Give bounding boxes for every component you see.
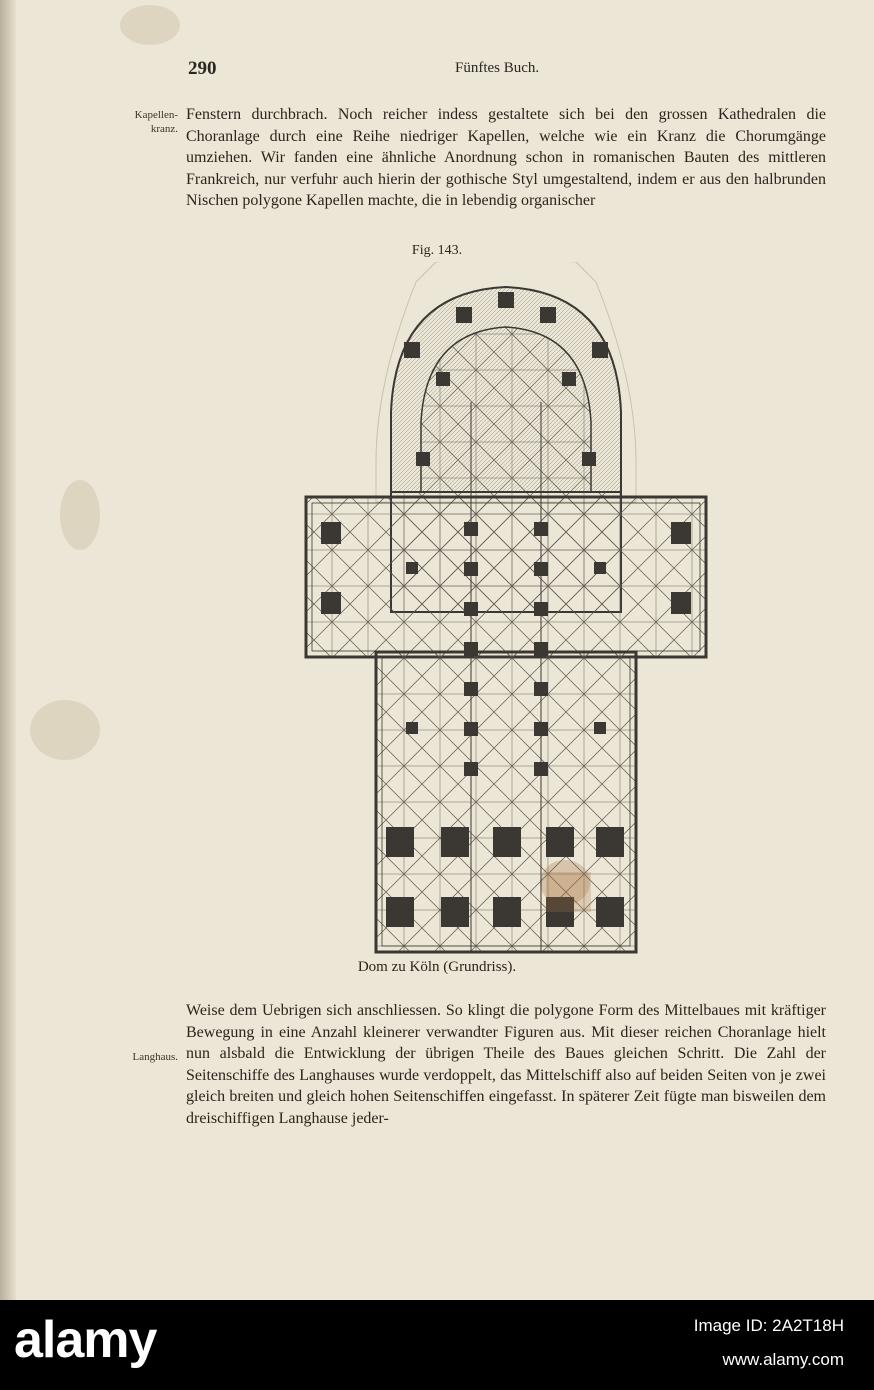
cathedral-floor-plan: [296, 262, 716, 956]
running-title: Fünftes Buch.: [455, 60, 540, 76]
alamy-logo: alamy: [14, 1311, 157, 1369]
margin-note-kapellenkranz: [110, 108, 178, 136]
site-url: www.alamy.com: [722, 1350, 844, 1369]
margin-note-line: kranz.: [150, 123, 178, 135]
figure-caption: Dom zu Köln (Grundriss).: [357, 959, 517, 975]
page-number: 290: [188, 58, 217, 79]
paper-stain: [60, 480, 100, 550]
paper-stain: [120, 5, 180, 45]
watermark-banner: [0, 1300, 874, 1390]
paragraph-top: Fenstern durchbrach. Noch reicher indess gestaltete sich bei den grossen Kathedralen die Choranlage durch eine Reihe niedriger Kapellen, welche wie ein Kranz die Chorumgänge umziehen. Wir fanden eine ähnliche Anordnung schon in romanischen Bauten des mittleren Frankreich, nur verfuhr auch hierin der gothische Styl umgestaltend, indem er aus den halbrunden Nischen polygone Kapellen machte, die in lebendig organischer: [186, 106, 826, 209]
book-spine-shadow: [0, 0, 16, 1300]
margin-note-langhaus: Langhaus.: [132, 1051, 178, 1063]
page-header: [0, 58, 874, 82]
figure-label: Fig. 143.: [411, 243, 463, 258]
image-id-label: Image ID: 2A2T18H: [693, 1316, 844, 1335]
paragraph-bottom: Weise dem Uebrigen sich anschliessen. So klingt die polygone Form des Mittelbaues mit kräftiger Bewegung in eine Anzahl kleinerer verwandter Figuren aus. Mit dieser reichen Choranlage hielt nun alsbald die Entwicklung der übrigen Theile des Baues gleichen Schritt. Die Zahl der Seitenschiffe des Langhauses wurde verdoppelt, das Mittelschiff also auf beiden Seiten von je zwei gleich breiten und gleich hohen Seitenschiffen eingefasst. In späterer Zeit fügte man bisweilen dem dreischiffigen Langhause jeder-: [186, 1002, 826, 1127]
paper-stain: [30, 700, 100, 760]
margin-note-line: Kapellen-: [134, 109, 178, 121]
